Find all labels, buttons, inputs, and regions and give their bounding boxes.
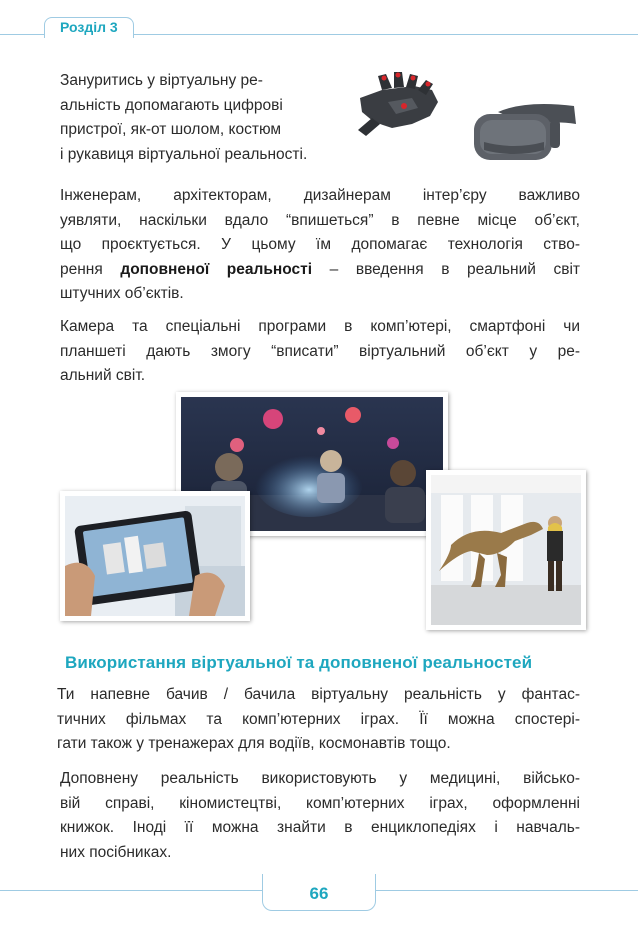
paragraph-line: Інженерам, архітекторам, дизайнерам інтер’єру важливо: [60, 187, 580, 204]
intro-paragraph: [60, 69, 360, 167]
paragraph-vr-examples: [57, 683, 580, 757]
intro-line: пристрої, як-от шолом, костюм: [60, 121, 282, 138]
vr-headset-image: [470, 98, 580, 164]
paragraph-line: планшеті дають змогу “вписати” віртуальний об’єкт у ре-: [60, 342, 580, 360]
paragraph-line: [60, 258, 580, 283]
page-number: 66: [309, 884, 329, 903]
paragraph-line: штучних об’єктів.: [60, 285, 184, 302]
paragraph-line: Камера та спеціальні програми в комп’ютері, смартфоні чи: [60, 318, 580, 335]
line-text: – введення в реальний світ: [312, 260, 581, 278]
paragraph-line: тичних фільмах та комп’ютерних іграх. Її можна спостері-: [57, 710, 580, 728]
intro-line: і рукавиця віртуальної реальності.: [60, 145, 308, 163]
intro-line: альність допомагають цифрові: [60, 96, 283, 114]
term-augmented-reality: доповненої реальності: [120, 260, 313, 278]
paragraph-line: книжок. Іноді її можна знайти в енциклопедіях і навчаль-: [60, 819, 580, 836]
line-text: рення: [60, 260, 121, 278]
tablet-ar-photo: [60, 491, 250, 621]
paragraph-line: альний світ.: [60, 367, 146, 384]
paragraph-devices: [60, 315, 580, 389]
paragraph-line: вій справі, кіномистецтві, комп’ютерних іграх, оформленні: [60, 794, 580, 812]
paragraph-ar-intro: [60, 184, 580, 307]
paragraph-ar-usage: [60, 767, 580, 865]
vr-glove-image: [352, 68, 444, 140]
paragraph-line: Ти напевне бачив / бачила віртуальну реальність у фантас-: [57, 686, 580, 703]
intro-line: Зануритись у віртуальну ре-: [60, 72, 263, 89]
paragraph-line: них посібниках.: [60, 843, 172, 861]
section-heading: Використання віртуальної та доповненої реальностей: [65, 653, 533, 672]
paragraph-line: уявляти, наскільки вдало “впишеться” в певне місце об’єкт,: [60, 211, 580, 229]
paragraph-line: що проєктується. У цьому їм допомагає технологія ство-: [60, 236, 580, 253]
paragraph-line: гати також у тренажерах для водіїв, космонавтів тощо.: [57, 735, 451, 752]
paragraph-line: Доповнену реальність використовують у медицині, військо-: [60, 770, 580, 787]
section-label: Розділ 3: [60, 19, 118, 35]
dinosaur-ar-photo: [426, 470, 586, 630]
